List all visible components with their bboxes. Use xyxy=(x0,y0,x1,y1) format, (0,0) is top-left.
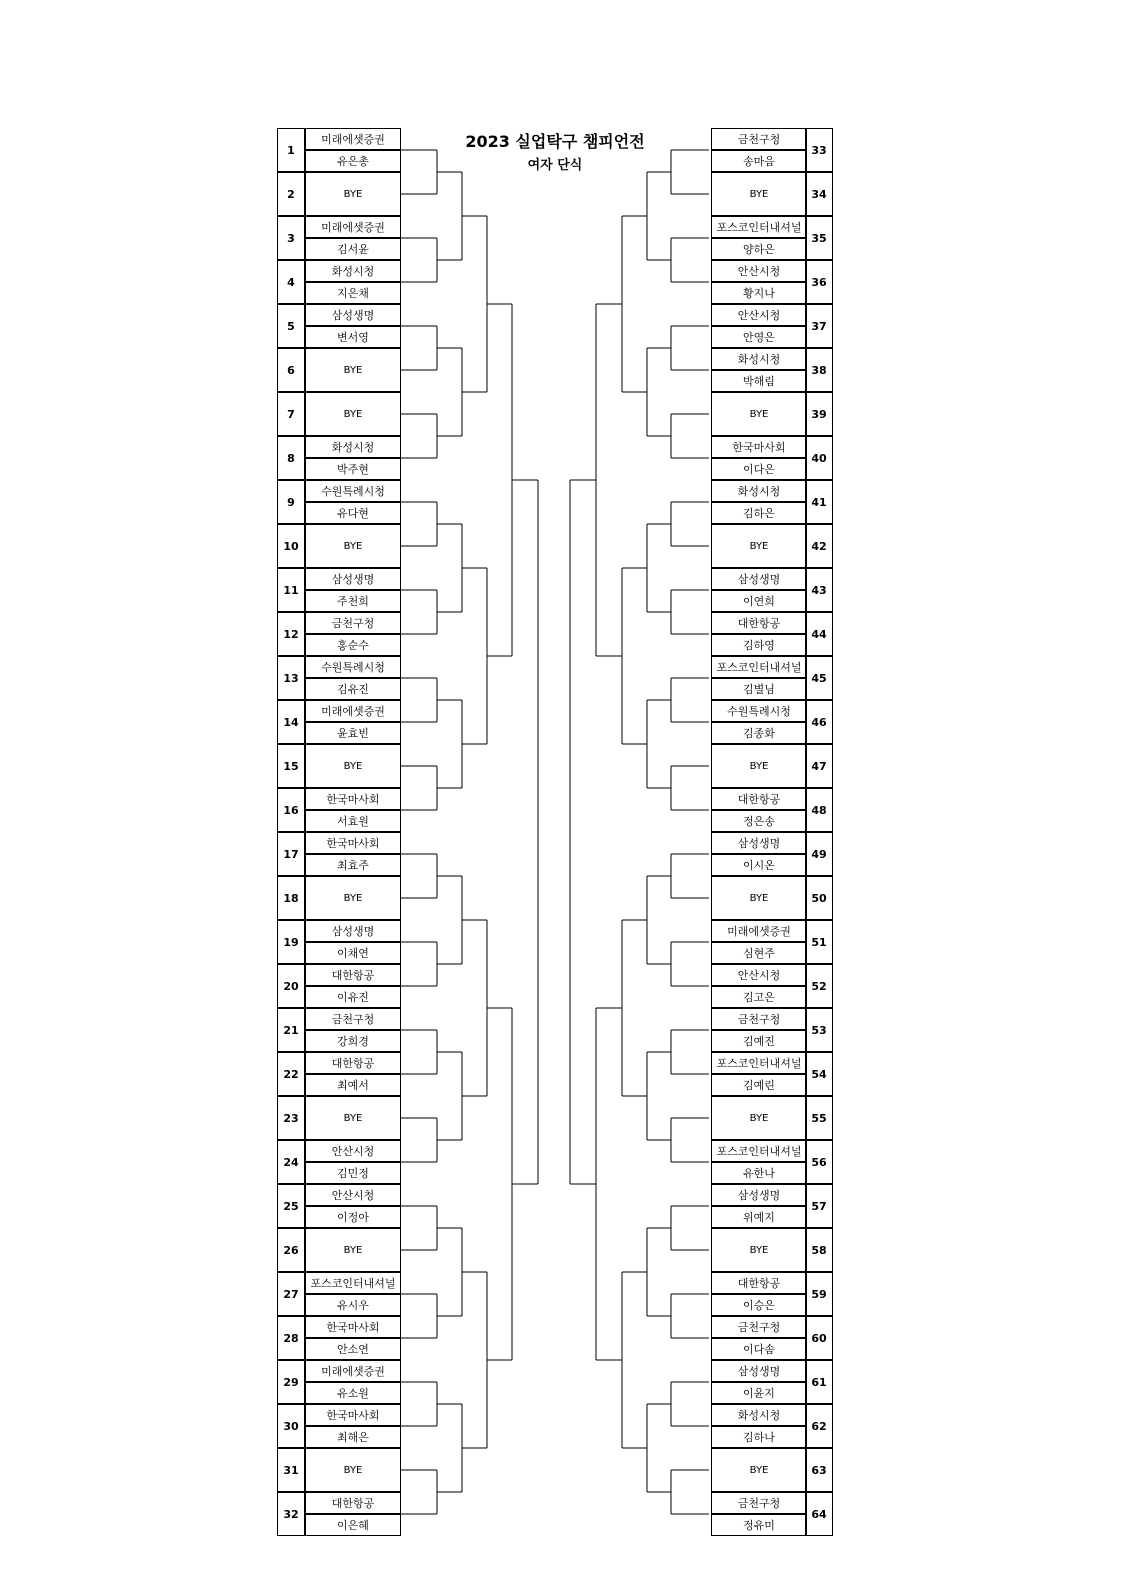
seed-number: 20 xyxy=(277,964,305,1008)
team-name: 금천구청 xyxy=(711,1008,807,1030)
bye-slot: BYE xyxy=(711,1228,807,1272)
player-name: 최해은 xyxy=(305,1426,401,1448)
seed-number: 26 xyxy=(277,1228,305,1272)
seed-number: 48 xyxy=(805,788,833,832)
player-name: 박주현 xyxy=(305,458,401,480)
team-name: 대한항공 xyxy=(711,612,807,634)
seed-number: 39 xyxy=(805,392,833,436)
team-name: 삼성생명 xyxy=(711,1360,807,1382)
bye-slot: BYE xyxy=(711,1448,807,1492)
team-name: 대한항공 xyxy=(711,1272,807,1294)
player-name: 변서영 xyxy=(305,326,401,348)
team-name: 수원특례시청 xyxy=(305,480,401,502)
seed-number: 25 xyxy=(277,1184,305,1228)
player-name: 최예서 xyxy=(305,1074,401,1096)
player-name: 이연희 xyxy=(711,590,807,612)
bye-slot: BYE xyxy=(305,172,401,216)
team-name: 포스코인터내셔널 xyxy=(711,1140,807,1162)
team-name: 포스코인터내셔널 xyxy=(711,1052,807,1074)
player-name: 지은채 xyxy=(305,282,401,304)
seed-number: 35 xyxy=(805,216,833,260)
page-title: 2023 실업탁구 챔피언전 xyxy=(465,132,645,151)
player-name: 김유진 xyxy=(305,678,401,700)
seed-number: 49 xyxy=(805,832,833,876)
player-name: 김하영 xyxy=(711,634,807,656)
seed-number: 59 xyxy=(805,1272,833,1316)
seed-number: 14 xyxy=(277,700,305,744)
team-name: 미래에셋증권 xyxy=(305,128,401,150)
player-name: 이승은 xyxy=(711,1294,807,1316)
team-name: 화성시청 xyxy=(305,436,401,458)
seed-number: 55 xyxy=(805,1096,833,1140)
bye-slot: BYE xyxy=(711,172,807,216)
seed-number: 51 xyxy=(805,920,833,964)
player-name: 김하나 xyxy=(711,1426,807,1448)
seed-number: 58 xyxy=(805,1228,833,1272)
team-name: 포스코인터내셔널 xyxy=(711,216,807,238)
seed-number: 44 xyxy=(805,612,833,656)
seed-number: 32 xyxy=(277,1492,305,1536)
player-name: 심현주 xyxy=(711,942,807,964)
team-name: 한국마사회 xyxy=(305,1316,401,1338)
bye-slot: BYE xyxy=(305,524,401,568)
team-name: 한국마사회 xyxy=(305,832,401,854)
team-name: 안산시청 xyxy=(305,1140,401,1162)
bye-slot: BYE xyxy=(305,1228,401,1272)
seed-number: 36 xyxy=(805,260,833,304)
seed-number: 31 xyxy=(277,1448,305,1492)
player-name: 황지나 xyxy=(711,282,807,304)
team-name: 미래에셋증권 xyxy=(305,216,401,238)
bye-slot: BYE xyxy=(711,392,807,436)
seed-number: 64 xyxy=(805,1492,833,1536)
player-name: 이정아 xyxy=(305,1206,401,1228)
player-name: 이시온 xyxy=(711,854,807,876)
seed-number: 3 xyxy=(277,216,305,260)
team-name: 삼성생명 xyxy=(305,568,401,590)
team-name: 삼성생명 xyxy=(711,568,807,590)
team-name: 금천구청 xyxy=(305,1008,401,1030)
seed-number: 43 xyxy=(805,568,833,612)
team-name: 포스코인터내셔널 xyxy=(305,1272,401,1294)
seed-number: 29 xyxy=(277,1360,305,1404)
page-subtitle: 여자 단식 xyxy=(527,158,583,173)
player-name: 최효주 xyxy=(305,854,401,876)
team-name: 화성시청 xyxy=(711,1404,807,1426)
seed-number: 52 xyxy=(805,964,833,1008)
team-name: 안산시청 xyxy=(711,304,807,326)
team-name: 미래에셋증권 xyxy=(305,700,401,722)
seed-number: 2 xyxy=(277,172,305,216)
seed-number: 1 xyxy=(277,128,305,172)
player-name: 주천희 xyxy=(305,590,401,612)
seed-number: 63 xyxy=(805,1448,833,1492)
player-name: 이채연 xyxy=(305,942,401,964)
team-name: 미래에셋증권 xyxy=(305,1360,401,1382)
seed-number: 50 xyxy=(805,876,833,920)
player-name: 유시우 xyxy=(305,1294,401,1316)
seed-number: 23 xyxy=(277,1096,305,1140)
seed-number: 33 xyxy=(805,128,833,172)
bye-slot: BYE xyxy=(305,392,401,436)
team-name: 한국마사회 xyxy=(305,788,401,810)
bye-slot: BYE xyxy=(711,1096,807,1140)
team-name: 한국마사회 xyxy=(711,436,807,458)
team-name: 수원특례시청 xyxy=(305,656,401,678)
player-name: 안소연 xyxy=(305,1338,401,1360)
seed-number: 61 xyxy=(805,1360,833,1404)
bye-slot: BYE xyxy=(711,524,807,568)
team-name: 미래에셋증권 xyxy=(711,920,807,942)
seed-number: 53 xyxy=(805,1008,833,1052)
seed-number: 16 xyxy=(277,788,305,832)
player-name: 박해림 xyxy=(711,370,807,392)
team-name: 금천구청 xyxy=(711,1492,807,1514)
player-name: 정은송 xyxy=(711,810,807,832)
team-name: 금천구청 xyxy=(711,1316,807,1338)
player-name: 유은총 xyxy=(305,150,401,172)
seed-number: 41 xyxy=(805,480,833,524)
player-name: 이다솜 xyxy=(711,1338,807,1360)
seed-number: 34 xyxy=(805,172,833,216)
player-name: 김예린 xyxy=(711,1074,807,1096)
team-name: 삼성생명 xyxy=(711,1184,807,1206)
seed-number: 42 xyxy=(805,524,833,568)
bye-slot: BYE xyxy=(711,744,807,788)
seed-number: 8 xyxy=(277,436,305,480)
team-name: 삼성생명 xyxy=(305,304,401,326)
seed-number: 9 xyxy=(277,480,305,524)
player-name: 정유미 xyxy=(711,1514,807,1536)
player-name: 김하은 xyxy=(711,502,807,524)
bye-slot: BYE xyxy=(305,348,401,392)
team-name: 삼성생명 xyxy=(305,920,401,942)
seed-number: 57 xyxy=(805,1184,833,1228)
player-name: 위예지 xyxy=(711,1206,807,1228)
player-name: 김종화 xyxy=(711,722,807,744)
seed-number: 40 xyxy=(805,436,833,480)
seed-number: 6 xyxy=(277,348,305,392)
seed-number: 62 xyxy=(805,1404,833,1448)
team-name: 수원특례시청 xyxy=(711,700,807,722)
seed-number: 56 xyxy=(805,1140,833,1184)
bye-slot: BYE xyxy=(305,1096,401,1140)
player-name: 안영은 xyxy=(711,326,807,348)
seed-number: 11 xyxy=(277,568,305,612)
team-name: 안산시청 xyxy=(305,1184,401,1206)
team-name: 화성시청 xyxy=(305,260,401,282)
seed-number: 24 xyxy=(277,1140,305,1184)
seed-number: 46 xyxy=(805,700,833,744)
team-name: 대한항공 xyxy=(305,1492,401,1514)
player-name: 이윤지 xyxy=(711,1382,807,1404)
team-name: 한국마사회 xyxy=(305,1404,401,1426)
player-name: 김예진 xyxy=(711,1030,807,1052)
team-name: 화성시청 xyxy=(711,348,807,370)
team-name: 대한항공 xyxy=(305,964,401,986)
player-name: 유다현 xyxy=(305,502,401,524)
team-name: 포스코인터내셔널 xyxy=(711,656,807,678)
team-name: 삼성생명 xyxy=(711,832,807,854)
seed-number: 38 xyxy=(805,348,833,392)
player-name: 유한나 xyxy=(711,1162,807,1184)
player-name: 강희경 xyxy=(305,1030,401,1052)
player-name: 김고은 xyxy=(711,986,807,1008)
bye-slot: BYE xyxy=(305,1448,401,1492)
seed-number: 21 xyxy=(277,1008,305,1052)
team-name: 대한항공 xyxy=(711,788,807,810)
team-name: 화성시청 xyxy=(711,480,807,502)
player-name: 서효원 xyxy=(305,810,401,832)
seed-number: 17 xyxy=(277,832,305,876)
seed-number: 5 xyxy=(277,304,305,348)
player-name: 김별님 xyxy=(711,678,807,700)
team-name: 금천구청 xyxy=(305,612,401,634)
seed-number: 30 xyxy=(277,1404,305,1448)
seed-number: 19 xyxy=(277,920,305,964)
bye-slot: BYE xyxy=(305,744,401,788)
bye-slot: BYE xyxy=(711,876,807,920)
team-name: 안산시청 xyxy=(711,964,807,986)
seed-number: 7 xyxy=(277,392,305,436)
seed-number: 18 xyxy=(277,876,305,920)
player-name: 송마음 xyxy=(711,150,807,172)
team-name: 금천구청 xyxy=(711,128,807,150)
player-name: 김서윤 xyxy=(305,238,401,260)
player-name: 유소원 xyxy=(305,1382,401,1404)
player-name: 양하은 xyxy=(711,238,807,260)
seed-number: 37 xyxy=(805,304,833,348)
player-name: 이은혜 xyxy=(305,1514,401,1536)
player-name: 이다은 xyxy=(711,458,807,480)
team-name: 안산시청 xyxy=(711,260,807,282)
seed-number: 13 xyxy=(277,656,305,700)
seed-number: 27 xyxy=(277,1272,305,1316)
player-name: 김민정 xyxy=(305,1162,401,1184)
seed-number: 12 xyxy=(277,612,305,656)
bye-slot: BYE xyxy=(305,876,401,920)
team-name: 대한항공 xyxy=(305,1052,401,1074)
seed-number: 54 xyxy=(805,1052,833,1096)
seed-number: 10 xyxy=(277,524,305,568)
seed-number: 15 xyxy=(277,744,305,788)
seed-number: 60 xyxy=(805,1316,833,1360)
player-name: 홍순수 xyxy=(305,634,401,656)
seed-number: 45 xyxy=(805,656,833,700)
seed-number: 28 xyxy=(277,1316,305,1360)
seed-number: 22 xyxy=(277,1052,305,1096)
player-name: 윤효빈 xyxy=(305,722,401,744)
player-name: 이유진 xyxy=(305,986,401,1008)
seed-number: 47 xyxy=(805,744,833,788)
seed-number: 4 xyxy=(277,260,305,304)
